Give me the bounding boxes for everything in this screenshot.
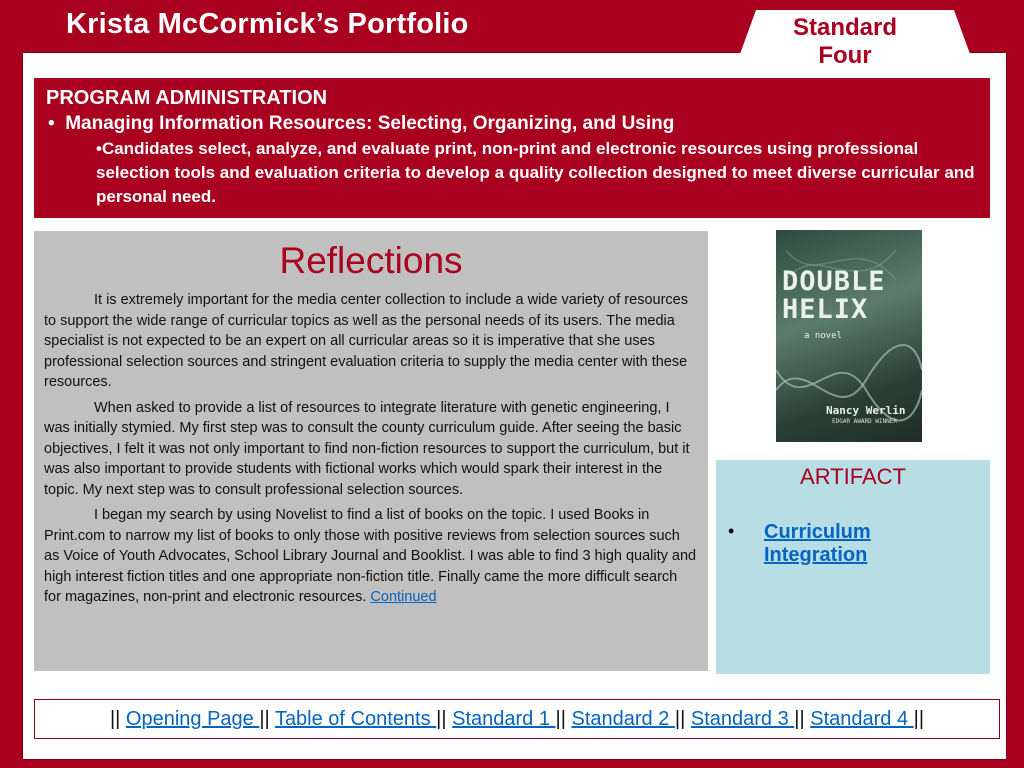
program-bullet-candidates-text: Candidates select, analyze, and evaluate print, non-print and electronic resources using professional selection tools and evaluation criteria to develop a quality collection designed to meet diverse curricular and personal need. <box>96 139 975 206</box>
nav-separator: || <box>555 708 566 730</box>
nav-separator: || <box>913 708 925 730</box>
book-title-line-2: HELIX <box>782 294 869 325</box>
book-title <box>782 268 922 324</box>
reflections-paragraph-3-text: I began my search by using Novelist to find a list of books on the topic. I used Books in Print.com to narrow my list of books to only those with positive reviews from selection sources such as Voice of Youth Advocates, School Library Journal and Booklist. I was able to find 3 high quality and high interest fiction titles and one appropriate non-fiction title. Finally came the more difficult search for magazines, non-print and electronic resources. <box>44 507 697 605</box>
nav-separator: || <box>674 708 686 730</box>
program-heading: PROGRAM ADMINISTRATION <box>46 87 328 109</box>
reflections-paragraph-2: When asked to provide a list of resources to integrate literature with genetic engineering, I was initially stymied. My first step was to consult the county curriculum guide. After seeing the basic objectives, I felt it was not only important to find non-fiction resources to support the curriculum, but it was also important to provide students with fictional works which would spark their interest in the topic. My next step was to consult professional selection sources. <box>44 399 690 498</box>
nav-link-standard-2[interactable]: Standard 2 <box>571 708 675 730</box>
nav-link-table-of-contents[interactable]: Table of Contents <box>274 708 437 730</box>
nav-link-standard-4[interactable]: Standard 4 <box>810 708 914 730</box>
nav-link-standard-3[interactable]: Standard 3 <box>690 708 795 730</box>
book-title-line-1: DOUBLE <box>782 266 886 297</box>
book-author: Nancy Werlin <box>826 404 906 417</box>
nav-link-opening-page[interactable]: Opening Page <box>125 708 260 730</box>
bullet-icon: • <box>728 521 735 541</box>
continued-link[interactable]: Continued <box>370 589 437 605</box>
program-bullet-managing: • Managing Information Resources: Selecting, Organizing, and Using <box>48 113 675 134</box>
nav-separator: || <box>794 708 805 730</box>
page-title: Krista McCormick’s Portfolio <box>66 8 469 40</box>
curriculum-integration-link[interactable]: Curriculum Integration <box>764 521 871 566</box>
program-administration-box <box>34 78 990 218</box>
program-bullet-managing-text: Managing Information Resources: Selecting, Organizing, and Using <box>65 113 675 134</box>
nav-separator: || <box>436 708 447 730</box>
reflections-paragraph-1: It is extremely important for the media center collection to include a wide variety of resources to support the wide range of curricular topics as well as the personal needs of its users. The media specialist is not expected to be an expert on all curricular areas so it is imperative that she uses professional selection sources and stringent evaluation criteria to supply the media center with these resources. <box>44 292 688 390</box>
nav-separator: || <box>259 708 270 730</box>
nav-link-standard-1[interactable]: Standard 1 <box>452 708 556 730</box>
artifact-panel <box>716 460 990 674</box>
footer-navigation <box>34 699 1000 739</box>
book-cover-image <box>776 230 922 442</box>
nav-separator: || <box>109 708 121 730</box>
program-bullet-candidates: •Candidates select, analyze, and evaluate print, non-print and electronic resources using professional selection tools and evaluation criteria to develop a quality collection designed to meet diverse curricular and personal need. <box>96 139 975 206</box>
standard-tab-label: Standard Four <box>792 14 897 69</box>
artifact-heading: ARTIFACT <box>800 464 906 489</box>
reflections-panel <box>34 231 708 671</box>
reflections-heading: Reflections <box>279 240 463 281</box>
book-award: EDGAR AWARD WINNER <box>832 418 898 425</box>
reflections-paragraph-3 <box>44 505 698 608</box>
book-subtitle: a novel <box>804 331 842 341</box>
